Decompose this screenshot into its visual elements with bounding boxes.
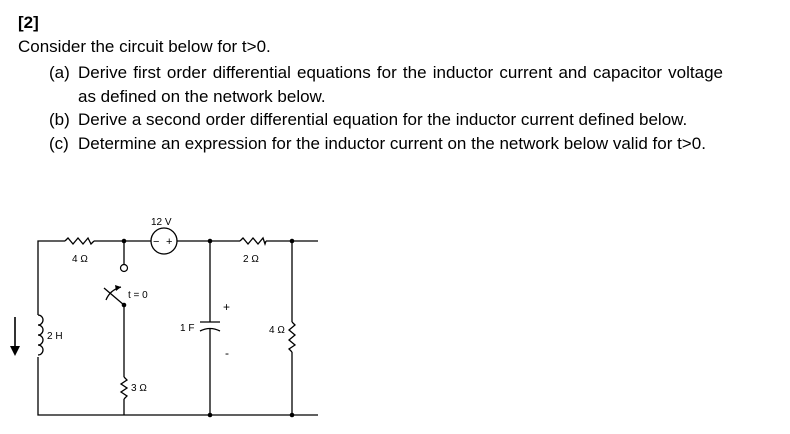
part-letter: (c)	[49, 133, 69, 153]
circuit-diagram	[0, 205, 340, 434]
junction-dot	[290, 239, 295, 244]
capacitor-label: 1 F	[180, 323, 195, 334]
r1-label: 4 Ω	[72, 254, 88, 265]
switch-arrow-arc	[106, 287, 121, 300]
resistor-r3	[121, 377, 127, 399]
cap-voltage-plus: +	[223, 300, 231, 314]
switch-arrow-head	[115, 285, 121, 291]
r4-label: 4 Ω	[269, 325, 285, 336]
r3-label: 3 Ω	[131, 383, 147, 394]
part-text: Derive a second order differential equation for the inductor current defined below.	[78, 110, 688, 129]
current-arrow-head	[10, 346, 20, 356]
cap-voltage-minus: -	[225, 346, 229, 360]
source-plus: +	[166, 236, 173, 248]
part-a	[49, 61, 723, 108]
part-b	[49, 108, 723, 132]
resistor-r2	[240, 238, 266, 244]
junction-dot	[290, 413, 295, 418]
part-text: Determine an expression for the inductor current on the network below valid for t>0.	[78, 133, 706, 153]
switch-label: t = 0	[128, 290, 148, 301]
part-letter: (a)	[49, 63, 70, 82]
part-letter: (b)	[49, 110, 70, 129]
problem-parts	[49, 61, 723, 155]
source-minus: −	[153, 236, 160, 248]
junction-dot	[208, 413, 213, 418]
part-c	[49, 132, 723, 156]
r2-label: 2 Ω	[243, 254, 259, 265]
problem-intro: Consider the circuit below for t>0.	[18, 37, 271, 56]
switch-contact	[121, 265, 128, 272]
inductor-label: 2 H	[47, 331, 63, 342]
resistor-r4	[289, 322, 295, 352]
problem-number: [2]	[18, 13, 39, 32]
part-text: Derive first order differential equations for the inductor current and capacitor voltage as defined on the network below.	[78, 63, 723, 106]
source-label: 12 V	[151, 217, 172, 228]
resistor-r1	[65, 238, 94, 244]
